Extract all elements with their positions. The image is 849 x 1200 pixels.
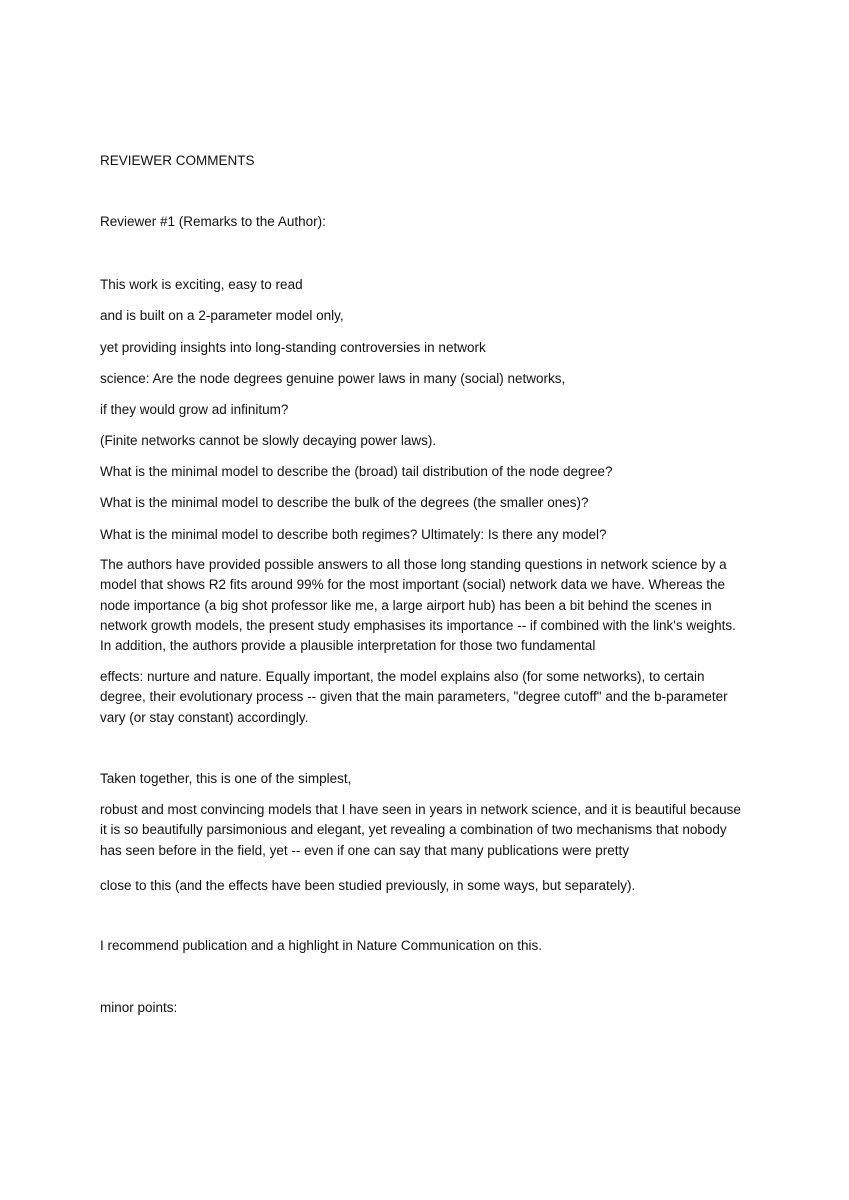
comment-line: yet providing insights into long-standing controversies in network (100, 340, 486, 355)
comment-line: and is built on a 2-parameter model only, (100, 308, 344, 323)
comment-line: Taken together, this is one of the simplest, (100, 771, 352, 786)
comment-line: (Finite networks cannot be slowly decaying power laws). (100, 433, 437, 448)
comment-line: What is the minimal model to describe the bulk of the degrees (the smaller ones)? (100, 495, 589, 510)
comment-paragraph: The authors have provided possible answers to all those long standing questions in network science by a model that shows R2 fits around 99% for the most important (social) network data we have. Whereas the node importance (a big shot professor like me, a large airport hub) has been a bit behind the scenes in network growth models, the present study emphasises its importance -- if combined with the link's weights. In addition, the authors provide a plausible interpretation for those two fundamental (100, 557, 736, 654)
comment-line: This work is exciting, easy to read (100, 277, 303, 292)
reviewer-label: Reviewer #1 (Remarks to the Author): (100, 214, 326, 229)
document-heading: REVIEWER COMMENTS (100, 153, 255, 168)
minor-points-heading: minor points: (100, 1000, 178, 1015)
comment-line: What is the minimal model to describe both regimes? Ultimately: Is there any model? (100, 527, 607, 542)
comment-paragraph: robust and most convincing models that I have seen in years in network science, and it is beautiful because it is so beautifully parsimonious and elegant, yet revealing a combination of two mechanisms that nobody has seen before in the field, yet -- even if one can say that many publications were pretty (100, 802, 741, 858)
comment-line: if they would grow ad infinitum? (100, 402, 289, 417)
recommendation-line: I recommend publication and a highlight in Nature Communication on this. (100, 938, 542, 953)
comment-line: What is the minimal model to describe the (broad) tail distribution of the node degree? (100, 464, 613, 479)
comment-paragraph: close to this (and the effects have been studied previously, in some ways, but separately). (100, 878, 636, 893)
comment-paragraph: effects: nurture and nature. Equally important, the model explains also (for some networks), to certain degree, their evolutionary process -- given that the main parameters, "degree cutoff" and the b-parameter vary (or stay constant) accordingly. (100, 669, 728, 725)
comment-line: science: Are the node degrees genuine power laws in many (social) networks, (100, 371, 566, 386)
